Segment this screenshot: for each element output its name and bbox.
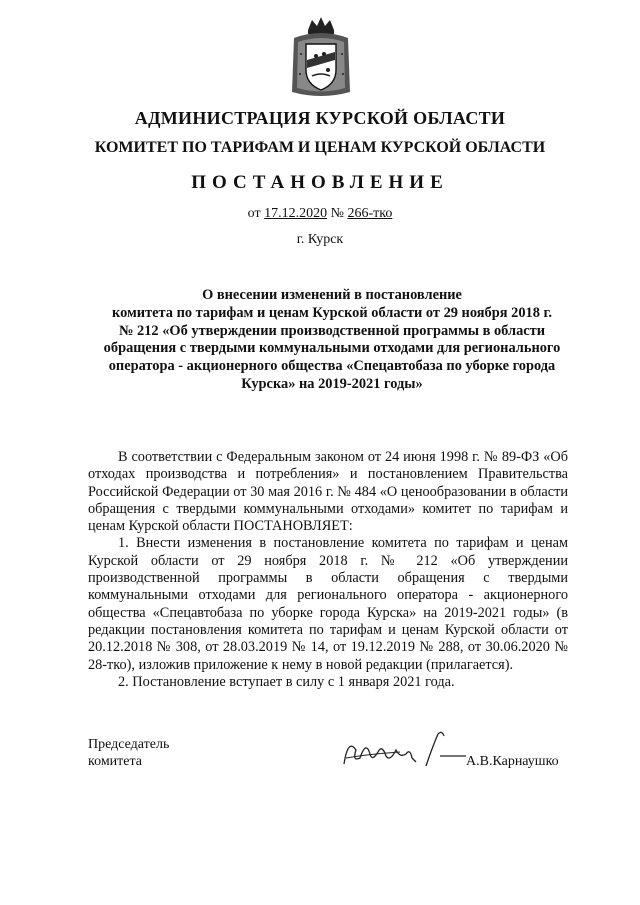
item-1-paragraph: 1. Внести изменения в постановление комитета по тарифам и ценам Курской области от 29 ноября 2018 г. № 212 «Об утверждении производственной программы в области обращения с твердыми коммунальными отходами для регионального оператора - акционерного общества «Спецавтобаза по уборке города Курска» на 2019-2021 годы» (в редакции постановления комитета по тарифам и ценам Курской области от 20.12.2018 № 308, от 28.03.2019 № 14, от 19.12.2019 № 288, от 30.06.2020 № 28-тко), изложив приложение к нему в новой редакции (прилагается). [88,535,568,673]
subject-line: оператора - акционерного общества «Спецавтобаза по уборке города [108,358,556,375]
handwritten-signature [340,728,468,774]
document-type-title: ПОСТАНОВЛЕНИЕ [191,172,449,193]
subject-line: № 212 «Об утверждении производственной программы в области [118,322,546,339]
item-2-paragraph: 2. Постановление вступает в силу с 1 января 2021 года. [118,673,455,690]
administration-heading: АДМИНИСТРАЦИЯ КУРСКОЙ ОБЛАСТИ [134,108,506,128]
subject-line: обращения с твердыми коммунальными отходами для регионального [103,340,561,357]
subject-line: комитета по тарифам и ценам Курской области от 29 ноября 2018 г. [111,304,553,321]
document-city: г. Курск [296,232,344,247]
position-line: комитета [88,754,143,769]
document-number: 266-тко [347,206,393,221]
signatory-position [88,736,169,770]
preamble-paragraph: В соответствии с Федеральным законом от 24 июня 1998 г. № 89-ФЗ «Об отходах производства и потребления» и постановлением Правительства Российской Федерации от 30 мая 2016 г. № 484 «О ценообразовании в области обращения с твердыми коммунальными отходами» комитет по тарифам и ценам Курской области ПОСТАНОВЛЯЕТ: [88,449,568,535]
subject-line: Курска» на 2019-2021 годы» [241,375,423,392]
document-dateline [0,206,640,222]
document-body [88,449,568,691]
number-sign: № [330,206,344,221]
document-date: 17.12.2020 [264,206,328,221]
coat-of-arms-icon [286,14,356,100]
document-subject [96,287,568,394]
signatory-name: А.В.Карнаушко [466,754,559,769]
date-prefix: от [247,206,261,221]
subject-line: О внесении изменений в постановление [202,287,462,303]
position-line: Председатель [88,737,170,752]
committee-heading: КОМИТЕТ ПО ТАРИФАМ И ЦЕНАМ КУРСКОЙ ОБЛАСТИ [94,139,546,156]
